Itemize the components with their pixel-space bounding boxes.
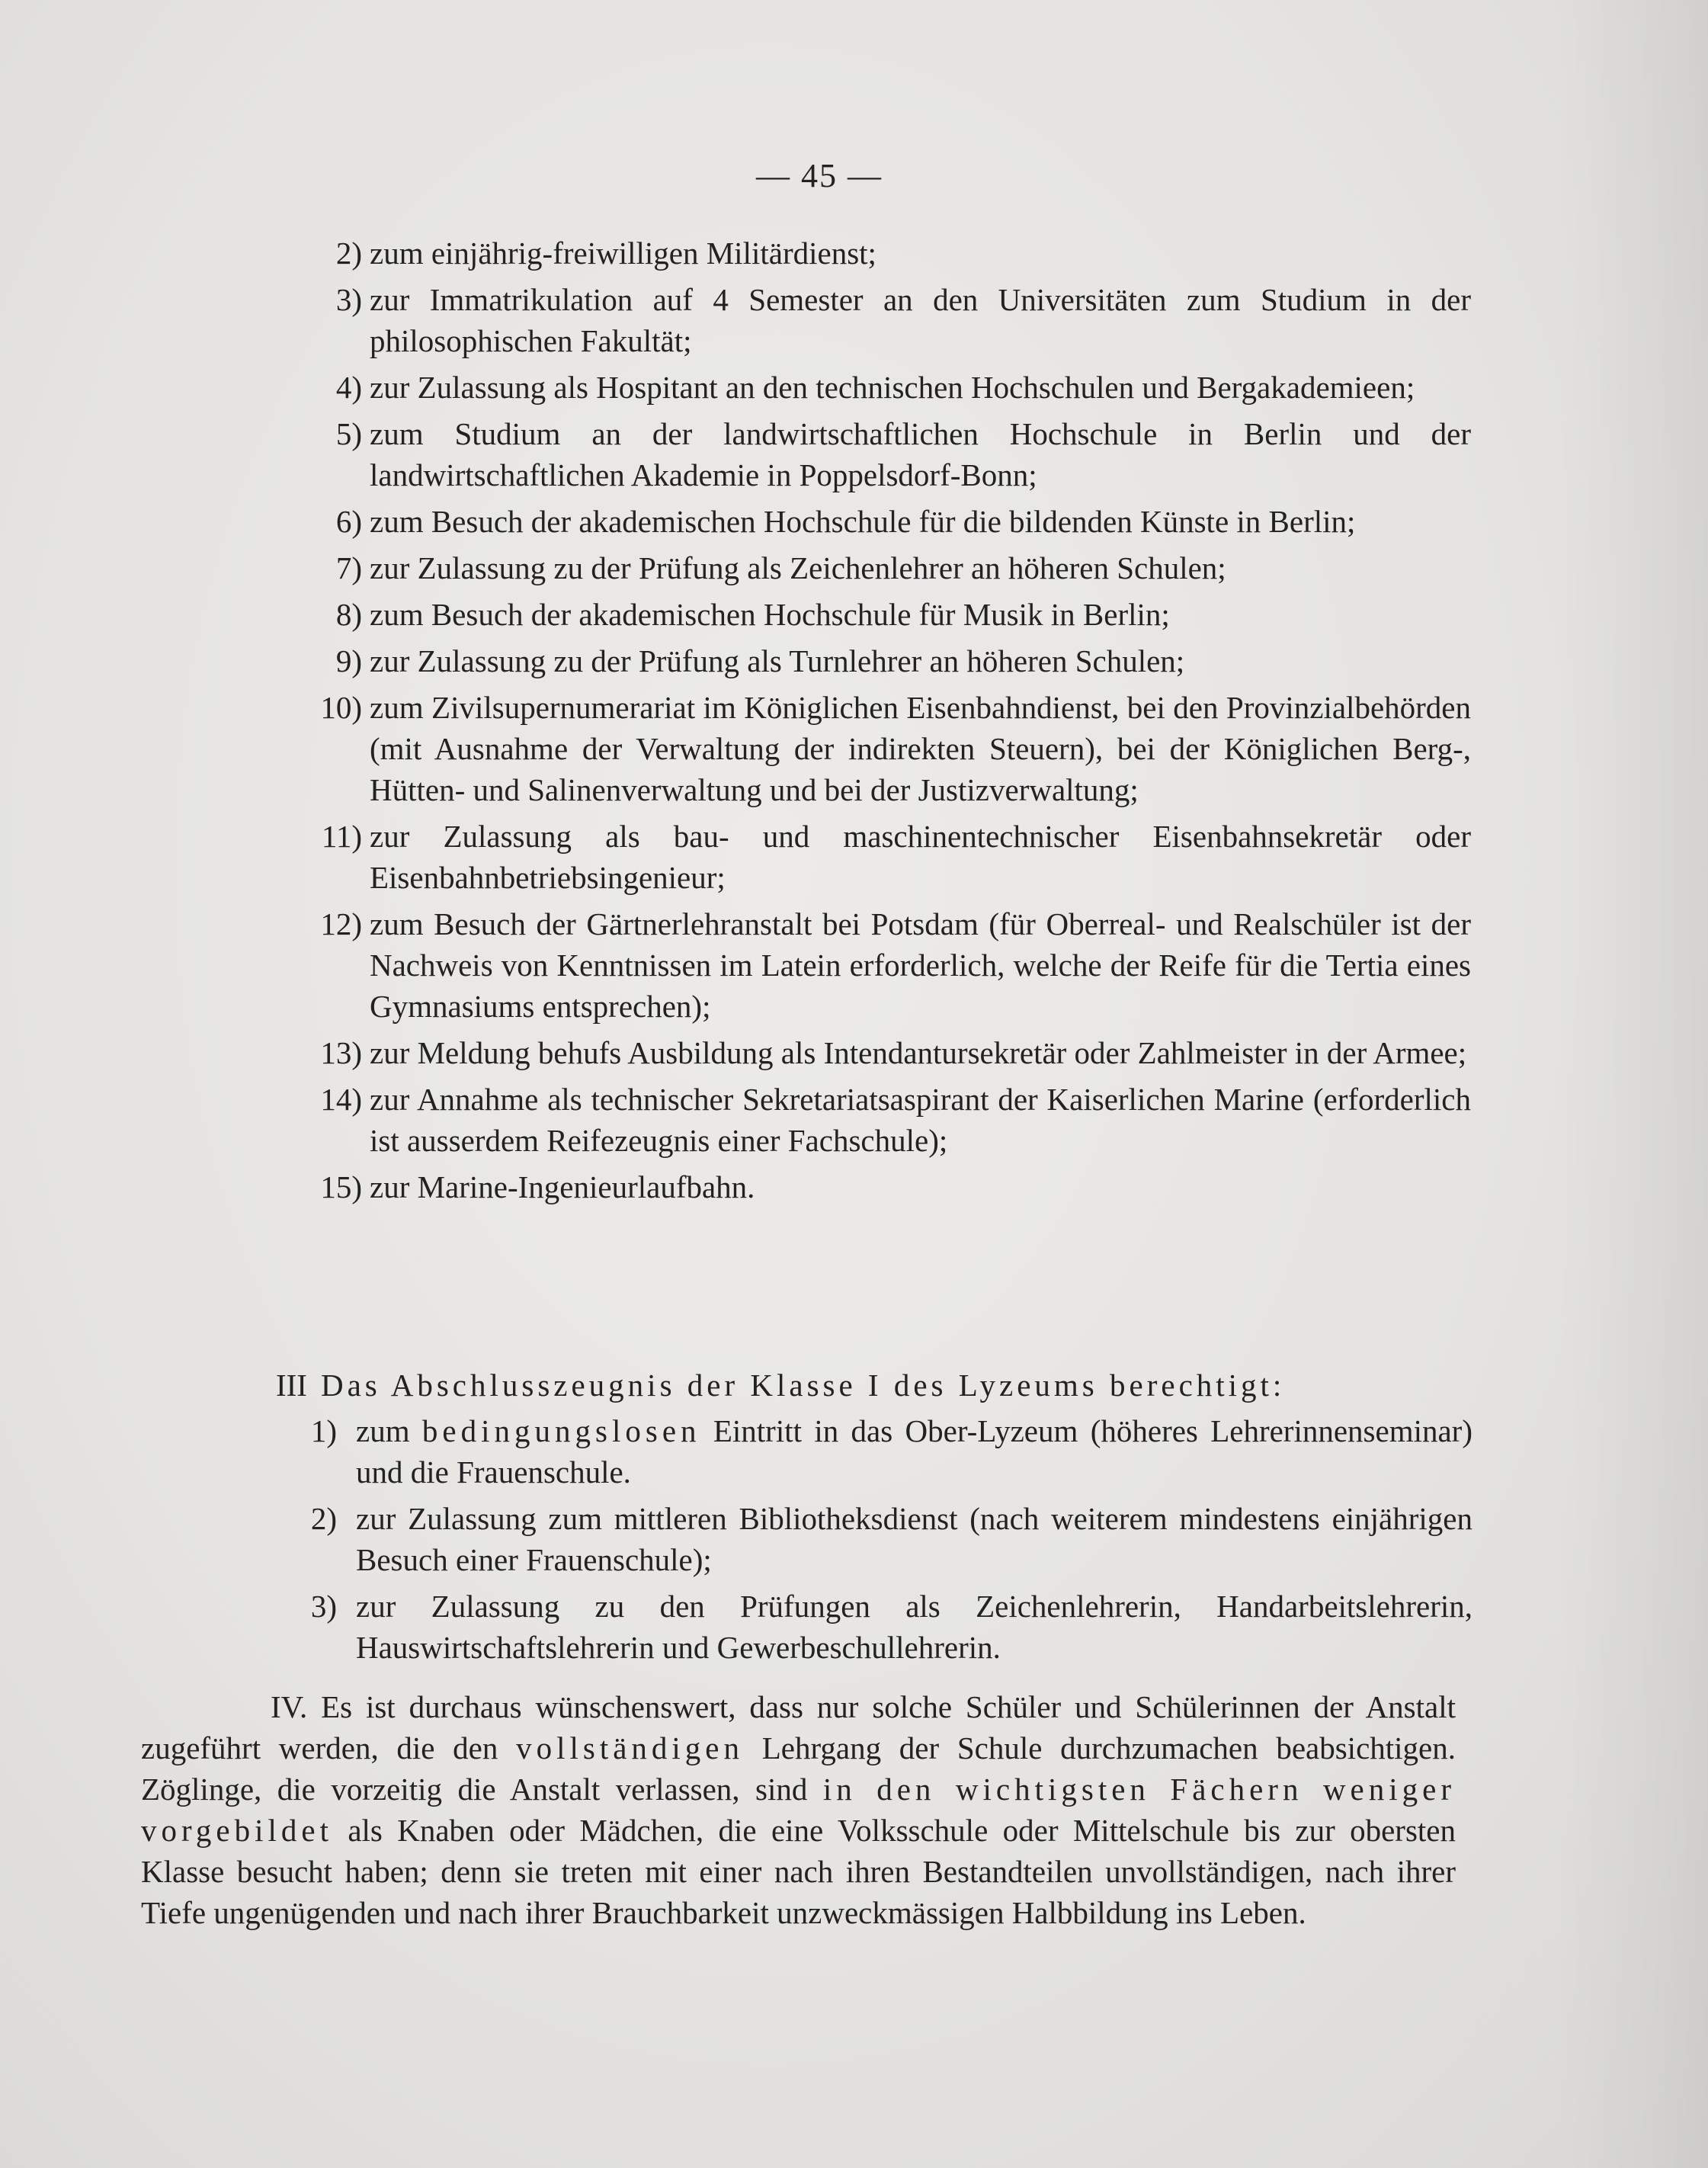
list-item bbox=[293, 501, 1471, 542]
item-number: 6) bbox=[335, 504, 362, 539]
item-number: 13) bbox=[320, 1035, 362, 1070]
item-number: 15) bbox=[320, 1169, 362, 1204]
entitlements-list-continued bbox=[293, 233, 1471, 1213]
page-shading bbox=[1556, 0, 1708, 2168]
item-text: zur Marine-Ingenieurlaufbahn. bbox=[370, 1169, 755, 1204]
item-number: 11) bbox=[321, 819, 362, 854]
list-item bbox=[293, 233, 1471, 274]
list-item bbox=[293, 413, 1471, 495]
item-number: 3) bbox=[310, 1589, 337, 1624]
list-item bbox=[293, 640, 1471, 682]
paragraph-emphasis: vollständigen bbox=[516, 1730, 745, 1766]
section-numeral: III bbox=[276, 1368, 307, 1403]
item-number: 4) bbox=[335, 370, 362, 405]
item-number: 10) bbox=[320, 690, 362, 725]
item-text: zur Immatrikulation auf 4 Semester an den Universitäten zum Studium in der philosophischen Fakultät; bbox=[370, 282, 1471, 358]
list-item bbox=[293, 687, 1471, 810]
paragraph-text: Lehrgang der Schule durchzumachen beabsichtigen. Zöglinge, die vorzeitig die Anstalt verlassen, sind bbox=[141, 1730, 1456, 1807]
item-text: zum Besuch der akademischen Hochschule für Musik in Berlin; bbox=[370, 597, 1170, 632]
paragraph-text: IV. Es ist durchaus wünschenswert, dass nur solche Schüler und Schülerinnen der Anstalt zugeführt werden, die den bbox=[141, 1689, 1456, 1766]
item-number: 3) bbox=[335, 282, 362, 317]
item-number: 12) bbox=[320, 906, 362, 941]
item-text: zum Besuch der akademischen Hochschule für die bildenden Künste in Berlin; bbox=[370, 504, 1356, 539]
list-item bbox=[293, 816, 1471, 898]
list-item bbox=[293, 279, 1471, 361]
list-item bbox=[293, 1079, 1471, 1161]
item-text: zur Zulassung zu der Prüfung als Zeichenlehrer an höheren Schulen; bbox=[370, 550, 1226, 585]
list-item bbox=[284, 1586, 1472, 1668]
list-item bbox=[284, 1498, 1472, 1580]
item-number: 2) bbox=[310, 1501, 337, 1536]
list-item bbox=[293, 594, 1471, 635]
item-text: zur Zulassung zu der Prüfung als Turnlehrer an höheren Schulen; bbox=[370, 643, 1185, 678]
item-number: 14) bbox=[320, 1082, 362, 1117]
list-item bbox=[293, 547, 1471, 589]
item-text-post: Eintritt in das Ober-Lyzeum (höheres Lehrerinnenseminar) und die Frauenschule. bbox=[356, 1413, 1472, 1490]
item-number: 5) bbox=[335, 416, 362, 451]
item-number: 7) bbox=[335, 550, 362, 585]
item-number: 9) bbox=[335, 643, 362, 678]
item-text-pre: zum bbox=[356, 1413, 422, 1448]
page-number: — 45 — bbox=[756, 157, 883, 194]
item-number: 1) bbox=[310, 1413, 337, 1448]
item-text: zur Zulassung als bau- und maschinentechnischer Eisenbahnsekretär oder Eisenbahnbetriebsingenieur; bbox=[370, 819, 1471, 895]
item-text: zur Meldung behufs Ausbildung als Intendantursekretär oder Zahlmeister in der Armee; bbox=[370, 1035, 1467, 1070]
item-text: zum Zivilsupernumerariat im Königlichen Eisenbahndienst, bei den Provinzialbehörden (mit Ausnahme der Verwaltung der indirekten Steuern), bei der Königlichen Berg-, Hütten- und Salinenverwaltung und bei der Justizverwaltung; bbox=[370, 690, 1471, 807]
item-text: zur Zulassung zum mittleren Bibliotheksdienst (nach weiterem mindestens einjährigen Besuch einer Frauenschule); bbox=[356, 1501, 1472, 1577]
lyzeum-entitlements-list bbox=[284, 1410, 1472, 1673]
item-text: zum einjährig-freiwilligen Militärdienst; bbox=[370, 236, 876, 271]
item-text-emphasis: bedingungslosen bbox=[421, 1413, 701, 1448]
list-item bbox=[293, 1032, 1471, 1073]
list-item bbox=[284, 1410, 1472, 1493]
item-text: zur Annahme als technischer Sekretariatsaspirant der Kaiserlichen Marine (erforderlich ist ausserdem Reifezeugnis einer Fachschule); bbox=[370, 1082, 1471, 1158]
list-item bbox=[293, 367, 1471, 408]
section-heading-text: Das Abschlusszeugnis der Klasse I des Lyzeums berechtigt: bbox=[320, 1368, 1286, 1403]
paragraph-emphasis: in den wichtigsten Fächern weniger vorgebildet bbox=[141, 1772, 1456, 1848]
list-item bbox=[293, 903, 1471, 1027]
item-number: 8) bbox=[335, 597, 362, 632]
list-item bbox=[293, 1166, 1471, 1207]
paragraph-text: als Knaben oder Mädchen, die eine Volksschule oder Mittelschule bis zur obersten Klasse besucht haben; denn sie treten mit einer nach ihren Bestandteilen unvollständigen, nach ihrer Tiefe ungenügenden und nach ihrer Brauchbarkeit unzweckmässigen Halbbildung ins Leben. bbox=[141, 1813, 1456, 1930]
section-iii-heading bbox=[276, 1365, 1465, 1406]
item-number: 2) bbox=[335, 236, 362, 271]
item-text: zum Besuch der Gärtnerlehranstalt bei Potsdam (für Oberreal- und Realschüler ist der Nachweis von Kenntnissen im Latein erforderlich, welche der Reife für die Tertia eines Gymnasiums entsprechen); bbox=[370, 906, 1471, 1024]
section-iv-paragraph bbox=[141, 1686, 1456, 1933]
item-text: zum Studium an der landwirtschaftlichen Hochschule in Berlin und der landwirtschaftlichen Akademie in Poppelsdorf-Bonn; bbox=[370, 416, 1471, 492]
item-text: zur Zulassung als Hospitant an den technischen Hochschulen und Bergakademieen; bbox=[370, 370, 1415, 405]
item-text: zur Zulassung zu den Prüfungen als Zeichenlehrerin, Handarbeitslehrerin, Hauswirtschaftslehrerin und Gewerbeschullehrerin. bbox=[356, 1589, 1472, 1665]
